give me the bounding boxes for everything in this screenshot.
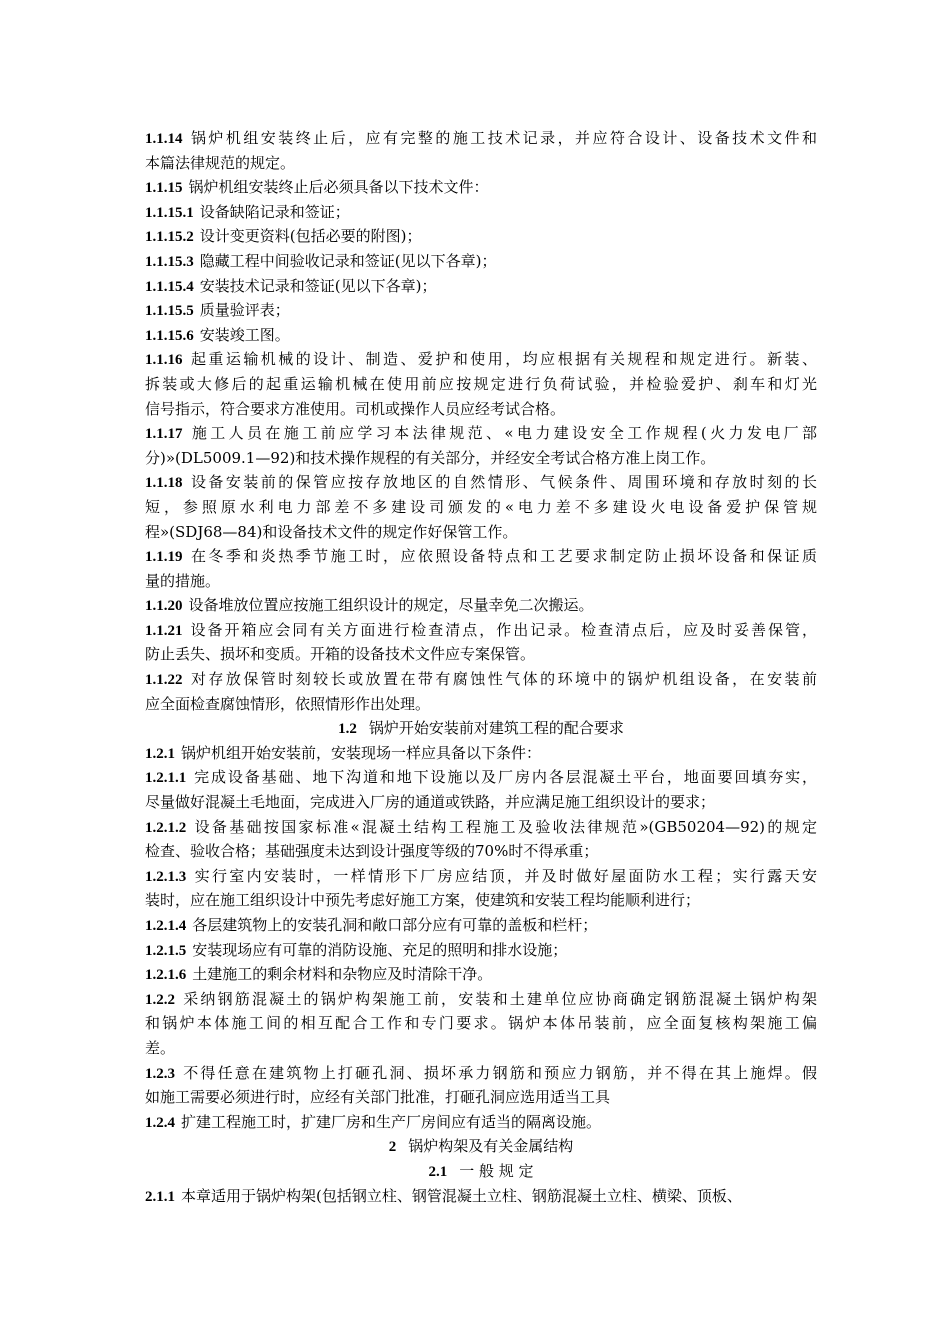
- clause-text: 实行室内安装时，一样情形下厂房应结顶，并及时做好屋面防水工程；实行露天安: [192, 866, 817, 885]
- clause-line: [145, 372, 817, 397]
- clause-number: 1.1.15.3: [145, 253, 194, 270]
- clause-line: [145, 888, 817, 913]
- clause-line: [145, 347, 817, 372]
- clause-text: 安装现场应有可靠的消防设施、充足的照明和排水设施；: [192, 940, 568, 959]
- clause-line: [145, 667, 817, 692]
- clause-number: 1.2.1.5: [145, 942, 187, 959]
- clause-text: 本篇法律规范的规定。: [145, 153, 296, 172]
- clause-number: 1.1.15.1: [145, 204, 194, 221]
- clause-line: [145, 1036, 817, 1061]
- clause: [145, 274, 817, 299]
- clause-text: 设备安装前的保管应按存放地区的自然情形、气候条件、周围环境和存放时刻的长: [188, 473, 817, 492]
- clause-number: 1.2.4: [145, 1114, 175, 1131]
- clause-text: 采纳钢筋混凝土的锅炉构架施工前，安装和土建单位应协商确定钢筋混凝土锅炉构架: [181, 989, 817, 1008]
- clause-text: 不得任意在建筑物上打砸孔洞、损坏承力钢筋和预应力钢筋，并不得在其上施焊。假: [181, 1063, 817, 1082]
- clause-text: 安装竣工图。: [199, 325, 290, 344]
- clause: [145, 667, 817, 716]
- clause-line: [145, 1061, 817, 1086]
- clause: [145, 618, 817, 667]
- clause-text: 本章适用于锅炉构架(包括钢立柱、钢管混凝土立柱、钢筋混凝土立柱、横梁、顶板、: [181, 1186, 742, 1205]
- clause-text: 短，参照原水利电力部差不多建设司颁发的«电力差不多建设火电设备爱护保管规: [145, 497, 817, 516]
- clause: [145, 987, 817, 1061]
- clause-line: [145, 987, 817, 1012]
- heading-title: 锅炉构架及有关金属结构: [408, 1137, 574, 1156]
- clause-number: 1.2.1: [145, 745, 175, 762]
- clause-line: [145, 1011, 817, 1036]
- clause-number: 1.1.21: [145, 622, 183, 639]
- clause-text: 扩建工程施工时，扩建厂房和生产厂房间应有适当的隔离设施。: [181, 1112, 602, 1131]
- clause-text: 各层建筑物上的安装孔洞和敞口部分应有可靠的盖板和栏杆；: [192, 916, 598, 934]
- clause-line: [145, 274, 817, 299]
- clause-text: 对存放保管时刻较长或放置在带有腐蚀性气体的环境中的锅炉机组设备，在安装前: [188, 670, 817, 689]
- clause-text: 土建施工的剩余材料和杂物应及时清除干净。: [192, 965, 493, 984]
- clause-text: 完成设备基础、地下沟道和地下设施以及厂房内各层混凝土平台，地面要回填夯实，: [192, 768, 817, 787]
- clause-line: [145, 151, 817, 176]
- clause-text: 信号指示，符合要求方准使用。司机或操作人员应经考试合格。: [145, 399, 566, 418]
- clause-number: 2.1.1: [145, 1188, 175, 1205]
- clause-text: 如施工需要必须进行时，应经有关部门批准，打砸孔洞应选用适当工具: [145, 1088, 611, 1107]
- clause-line: [145, 765, 817, 790]
- clause-number: 1.2.1.3: [145, 868, 187, 885]
- heading-title: 锅炉开始安装前对建筑工程的配合要求: [368, 719, 624, 738]
- clause-line: [145, 1085, 817, 1110]
- clause-line: [145, 298, 817, 323]
- clause: [145, 913, 817, 938]
- clause-text: 量的措施。: [145, 571, 221, 590]
- clause-line: [145, 249, 817, 274]
- section-heading: [145, 716, 817, 741]
- clause: [145, 1110, 817, 1135]
- clause: [145, 470, 817, 544]
- clause-number: 1.2.2: [145, 991, 175, 1008]
- clause-text: 在冬季和炎热季节施工时，应依照设备特点和工艺要求制定防止损坏设备和保证质: [188, 547, 817, 566]
- clause-line: [145, 839, 817, 864]
- clause-text: 起重运输机械的设计、制造、爱护和使用，均应根据有关规程和规定进行。新装、: [188, 350, 817, 369]
- clause-text: 施工人员在施工前应学习本法律规范、«电力建设安全工作规程(火力发电厂部: [188, 424, 817, 443]
- clause-text: 质量验评表；: [199, 301, 290, 320]
- clause: [145, 1061, 817, 1110]
- heading-number: 2.1: [428, 1163, 448, 1180]
- clause-text: 设备基础按国家标准«混凝土结构工程施工及验收法律规范»(GB50204—92)的规定: [192, 817, 817, 836]
- clause-line: [145, 790, 817, 815]
- clause: [145, 815, 817, 864]
- clause-line: [145, 224, 817, 249]
- clause-number: 1.2.1.1: [145, 770, 187, 787]
- clause-line: [145, 913, 817, 938]
- clause-text: 锅炉机组开始安装前，安装现场一样应具备以下条件：: [181, 743, 542, 762]
- clause: [145, 1184, 817, 1209]
- clause-line: [145, 126, 817, 151]
- clause-line: [145, 175, 817, 200]
- clause: [145, 962, 817, 987]
- clause-line: [145, 520, 817, 545]
- clause-line: [145, 1110, 817, 1135]
- clause: [145, 126, 817, 175]
- clause-text: 检查、验收合格；基础强度未达到设计强度等级的70%时不得承重；: [145, 842, 599, 861]
- clause-line: [145, 421, 817, 446]
- clause-line: [145, 569, 817, 594]
- heading-number: 2: [388, 1139, 397, 1156]
- clause-number: 1.2.3: [145, 1065, 175, 1082]
- clause-text: 装时，应在施工组织设计中预先考虑好施工方案，使建筑和安装工程均能顺利进行；: [145, 891, 701, 910]
- clause-number: 1.1.16: [145, 352, 183, 369]
- clause-text: 拆装或大修后的起重运输机械在使用前应按规定进行负荷试验，并检验爱护、刹车和灯光: [145, 374, 817, 393]
- clause-number: 1.2.1.2: [145, 819, 187, 836]
- clause-line: [145, 470, 817, 495]
- clause-number: 1.1.15: [145, 180, 183, 197]
- clause-number: 1.1.18: [145, 475, 183, 492]
- clause-text: 和锅炉本体施工间的相互配合工作和专门要求。锅炉本体吊装前，应全面复核构架施工偏: [145, 1014, 817, 1033]
- clause-number: 1.1.14: [145, 131, 183, 147]
- clause: [145, 741, 817, 766]
- clause: [145, 249, 817, 274]
- clause-line: [145, 1184, 817, 1209]
- clause-text: 差。: [145, 1038, 176, 1057]
- clause-line: [145, 864, 817, 889]
- clause-text: 安装技术记录和签证(见以下各章)；: [199, 276, 437, 295]
- clause: [145, 544, 817, 593]
- clause-line: [145, 397, 817, 422]
- clause-text: 设备堆放位置应按施工组织设计的规定，尽量幸免二次搬运。: [188, 596, 594, 615]
- clause: [145, 421, 817, 470]
- clause-text: 应全面检查腐蚀情形，依照情形作出处理。: [145, 694, 431, 713]
- clause-line: [145, 323, 817, 348]
- clause-line: [145, 741, 817, 766]
- heading-title: 一 般 规 定: [459, 1161, 534, 1180]
- clause-text: 锅炉机组安装终止后必须具备以下技术文件：: [188, 178, 489, 197]
- clause-line: [145, 593, 817, 618]
- clause-line: [145, 495, 817, 520]
- clause: [145, 200, 817, 225]
- clause-number: 1.1.19: [145, 549, 183, 566]
- clause-number: 1.1.15.5: [145, 303, 194, 320]
- clause-number: 1.2.1.4: [145, 918, 187, 934]
- clause: [145, 938, 817, 963]
- clause: [145, 323, 817, 348]
- clause-text: 防止丢失、损坏和变质。开箱的设备技术文件应专案保管。: [145, 645, 536, 664]
- clause-line: [145, 938, 817, 963]
- clause-number: 1.1.17: [145, 426, 183, 443]
- heading-number: 1.2: [338, 721, 357, 738]
- clause-number: 1.1.15.2: [145, 229, 194, 246]
- clause-text: 设备开箱应会同有关方面进行检查清点，作出记录。检查清点后，应及时妥善保管，: [188, 620, 817, 639]
- clause-number: 1.1.20: [145, 598, 183, 615]
- clause-text: 设计变更资料(包括必要的附图)；: [199, 227, 422, 246]
- clause-line: [145, 446, 817, 471]
- clause-line: [145, 962, 817, 987]
- clause: [145, 175, 817, 200]
- clause-line: [145, 544, 817, 569]
- clause-line: [145, 815, 817, 840]
- clause: [145, 864, 817, 913]
- clause: [145, 347, 817, 421]
- section-heading: [145, 1159, 817, 1184]
- clause-line: [145, 618, 817, 643]
- clause-text: 尽量做好混凝土毛地面，完成进入厂房的通道或铁路，并应满足施工组织设计的要求；: [145, 793, 716, 812]
- clause: [145, 298, 817, 323]
- clause-line: [145, 200, 817, 225]
- clause: [145, 593, 817, 618]
- clause-text: 设备缺陷记录和签证；: [199, 202, 350, 221]
- clause: [145, 765, 817, 814]
- clause-number: 1.2.1.6: [145, 967, 187, 984]
- clause-text: 隐藏工程中间验收记录和签证(见以下各章)；: [199, 251, 497, 270]
- clause-line: [145, 642, 817, 667]
- clause: [145, 224, 817, 249]
- document-page: [145, 126, 817, 1208]
- clause-text: 锅炉机组安装终止后，应有完整的施工技术记录，并应符合设计、设备技术文件和: [188, 129, 817, 147]
- clause-line: [145, 692, 817, 717]
- clause-number: 1.1.15.4: [145, 278, 194, 295]
- clause-text: 分)»(DL5009.1—92)和技术操作规程的有关部分，并经安全考试合格方准上岗工作。: [145, 448, 716, 467]
- clause-text: 程»(SDJ68—84)和设备技术文件的规定作好保管工作。: [145, 522, 518, 541]
- clause-number: 1.1.15.6: [145, 327, 194, 344]
- clause-number: 1.1.22: [145, 672, 183, 689]
- section-heading: [145, 1134, 817, 1159]
